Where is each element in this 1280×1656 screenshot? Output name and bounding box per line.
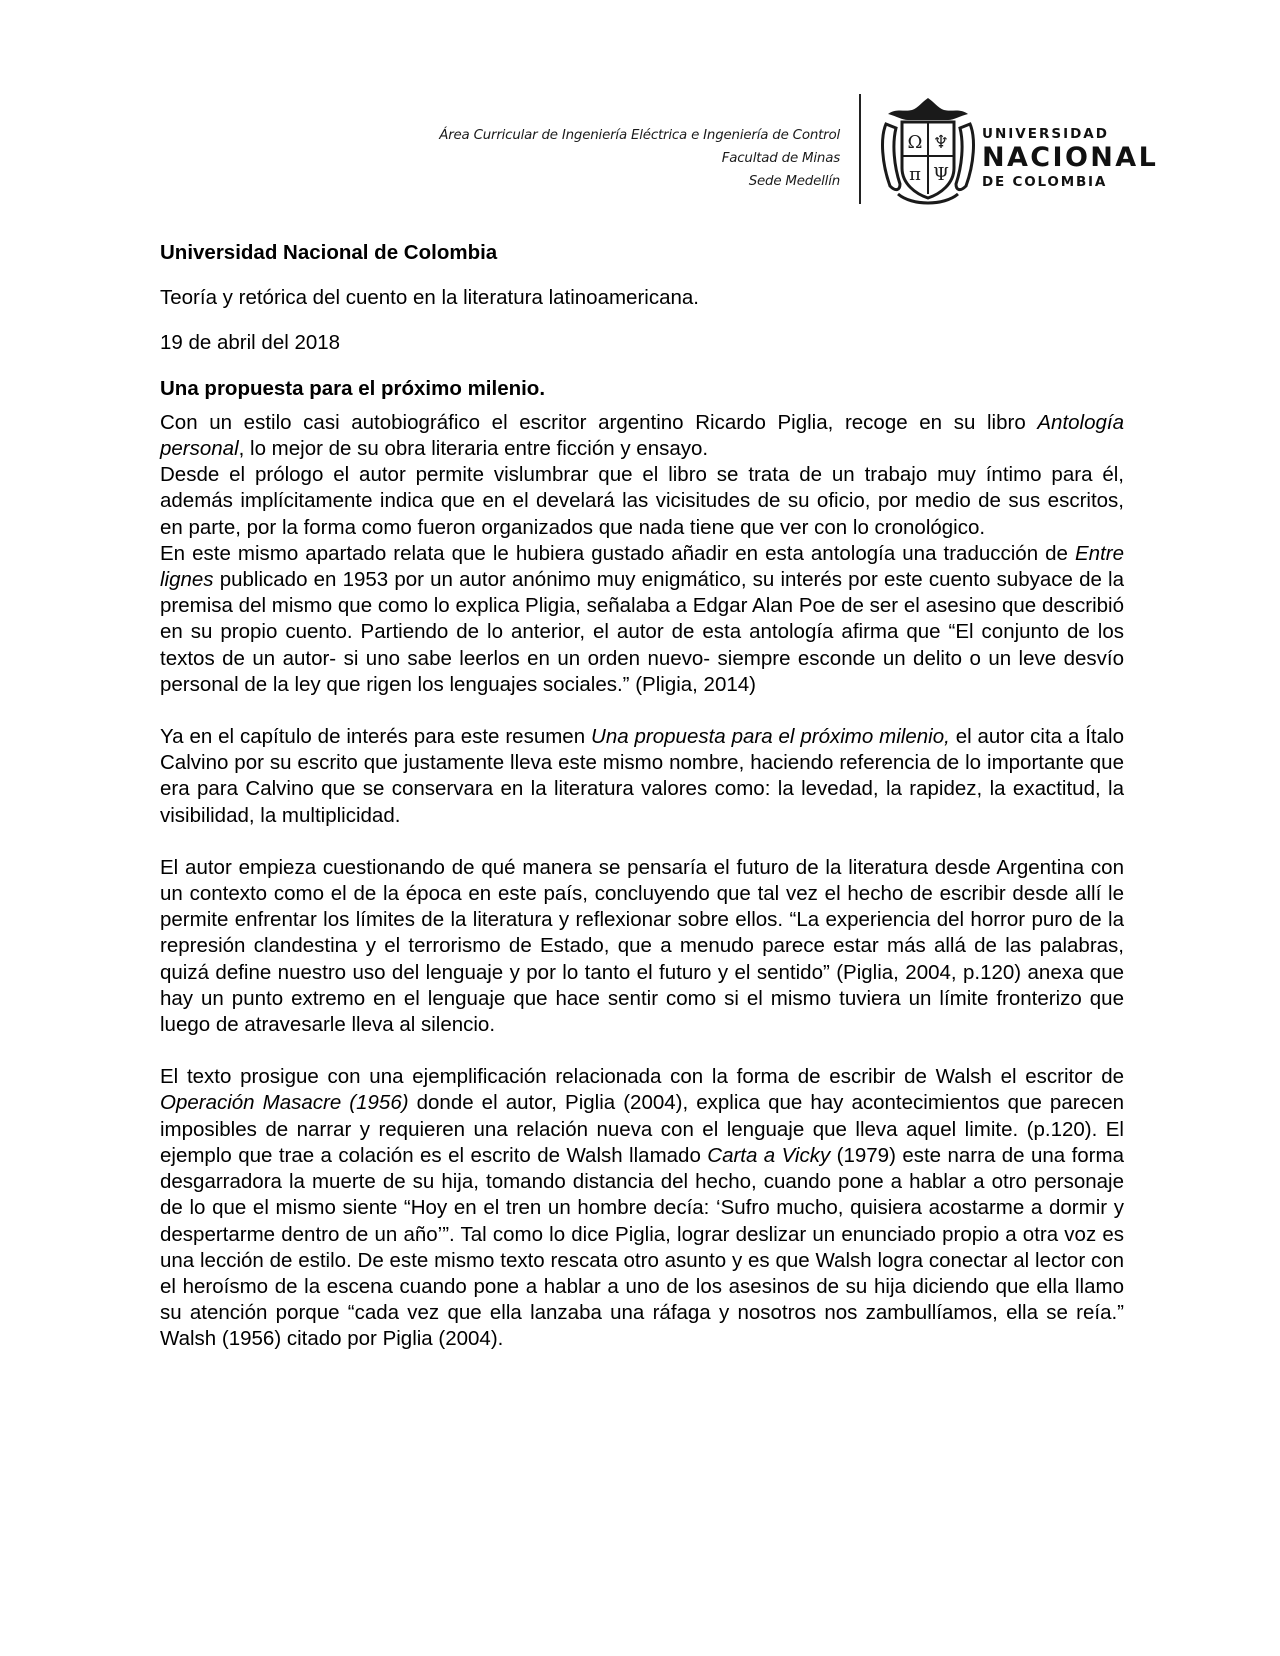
- paragraph-6: [160, 1064, 1124, 1352]
- logo-line-nacional: NACIONAL: [982, 142, 1159, 173]
- logo-line-universidad: UNIVERSIDAD: [982, 126, 1109, 142]
- paragraph-3: [160, 541, 1124, 698]
- paragraph-6-text-c: (1979) este narra de una forma desgarradora la muerte de su hija, tomando distancia del hecho, cuando pone a hablar a otro personaje de lo que el mismo siente “Hoy en el tren un hombre decía: ‘Sufro mucho, quisiera acostarme a dormir y despertarme dentro de un año’”. Tal como lo dice Piglia, lograr deslizar un enunciado propio a otra voz es una lección de estilo. De este mismo texto rescata otro asunto y es que Walsh logra conectar al lector con el heroísmo de la escena cuando pone a hablar a uno de los asesinos de su hija diciendo que ella llamo su atención porque “cada vez que ella lanzaba una ráfaga y nosotros nos zambullíamos, ella se reía.” Walsh (1956) citado por Piglia (2004).: [160, 1143, 1124, 1351]
- paragraph-2: Desde el prólogo el autor permite vislumbrar que el libro se trata de un trabajo muy íntimo para él, además implícitamente indica que en el develará las vicisitudes de su oficio, por medio de sus escritos, en parte, por la forma como fueron organizados que nada tiene que ver con lo cronológico.: [160, 463, 1124, 539]
- paragraph-5: El autor empieza cuestionando de qué manera se pensaría el futuro de la literatura desde Argentina con un contexto como el de la época en este país, concluyendo que tal vez el hecho de escribir desde allí le permite enfrentar los límites de la literatura y reflexionar sobre ellos. “La experiencia del horror puro de la represión clandestina y el terrorismo de Estado, que a menudo parece estar más allá de las palabras, quizá define nuestro uso del lenguaje y por lo tanto el futuro y el sentido” (Piglia, 2004, p.120) anexa que hay un punto extremo en el lenguaje que hace sentir como si el mismo tuviera un límite fronterizo que luego de atravesarle lleva al silencio.: [160, 855, 1124, 1037]
- essay-title: Una propuesta para el próximo milenio.: [160, 376, 546, 400]
- paragraph-spacer: [160, 698, 1124, 724]
- logo-line-de-colombia: DE COLOMBIA: [982, 174, 1108, 190]
- header-divider: [859, 94, 861, 204]
- svg-text:Ω: Ω: [907, 132, 923, 153]
- document-body: [160, 240, 1124, 1353]
- institution-name: Universidad Nacional de Colombia: [160, 241, 498, 264]
- department-line: Área Curricular de Ingeniería Eléctrica e Ingeniería de Control: [439, 128, 840, 143]
- paragraph-3-italic: Entre lignes: [160, 541, 1124, 592]
- paragraph-1-text-a: Con un estilo casi autobiográfico el escritor argentino Ricardo Piglia, recoge en su libro: [160, 410, 1038, 434]
- faculty-line: Facultad de Minas: [721, 151, 840, 166]
- paragraph-1-italic: Antología personal: [160, 410, 1124, 461]
- paragraph-6-text-a: El texto prosigue con una ejemplificación relacionada con la forma de escribir de Walsh el escritor de: [160, 1065, 1124, 1089]
- coat-of-arms-icon: [878, 94, 978, 206]
- paragraph-1: [160, 410, 1124, 462]
- document-date: 19 de abril del 2018: [160, 331, 341, 355]
- university-logo-text: [982, 126, 1158, 190]
- faculty-lines: [439, 124, 840, 193]
- svg-text:Ψ: Ψ: [933, 164, 949, 185]
- paragraph-spacer: [160, 1038, 1124, 1064]
- paragraph-4: [160, 724, 1124, 829]
- paragraph-6-text-b: donde el autor, Piglia (2004), explica que hay acontecimientos que parecen imposibles de narrar y requieren una relación nueva con el lenguaje que lleva aquel limite. (p.120). El ejemplo que trae a colación es el escrito de Walsh llamado: [160, 1091, 1124, 1167]
- campus-line: Sede Medellín: [748, 174, 840, 189]
- course-name: Teoría y retórica del cuento en la literatura latinoamericana.: [160, 286, 699, 310]
- paragraph-spacer: [160, 829, 1124, 855]
- paragraph-6-italic-2: Carta a Vicky: [707, 1143, 831, 1167]
- paragraph-4-text-a: Ya en el capítulo de interés para este resumen: [160, 725, 592, 749]
- svg-text:♆: ♆: [932, 132, 950, 153]
- paragraph-6-italic-1: Operación Masacre (1956): [160, 1091, 409, 1115]
- letterhead: [0, 0, 1280, 240]
- paragraph-1-text-b: , lo mejor de su obra literaria entre ficción y ensayo.: [238, 437, 709, 461]
- svg-text:π: π: [909, 164, 921, 185]
- paragraph-3-text-b: publicado en 1953 por un autor anónimo muy enigmático, su interés por este cuento subyace de la premisa del mismo que como lo explica Pligia, señalaba a Edgar Alan Poe de ser el asesino que describió en su propio cuento. Partiendo de lo anterior, el autor de esta antología afirma que “El conjunto de los textos de un autor- si uno sabe leerlos en un orden nuevo- siempre esconde un delito o un leve desvío personal de la ley que rigen los lenguajes sociales.” (Pligia, 2014): [160, 568, 1124, 696]
- paragraph-4-text-b: el autor cita a Ítalo Calvino por su escrito que justamente lleva este mismo nombre, haciendo referencia de lo importante que era para Calvino que se conservara en la literatura valores como: la levedad, la rapidez, la exactitud, la visibilidad, la multiplicidad.: [160, 725, 1124, 827]
- paragraph-3-text-a: En este mismo apartado relata que le hubiera gustado añadir en esta antología una traducción de: [160, 541, 1075, 565]
- paragraph-4-italic: Una propuesta para el próximo milenio,: [591, 725, 950, 749]
